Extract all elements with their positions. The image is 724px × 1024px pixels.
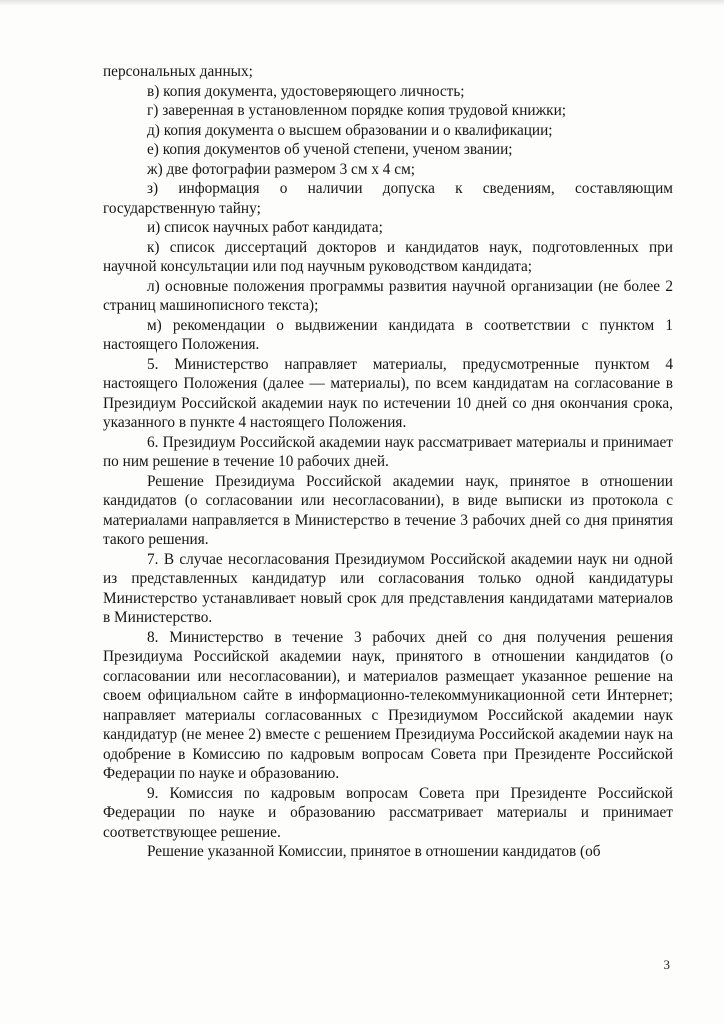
- clause-9-decision: Решение указанной Комиссии, принятое в отношении кандидатов (об: [147, 843, 601, 860]
- list-item-i: и) список научных работ кандидата;: [147, 219, 383, 236]
- list-item-d: д) копия документа о высшем образовании и о квалификации;: [147, 121, 553, 139]
- list-item-l: л) основные положения программы развития научной организации (не более 2 страниц машинописного текста);: [103, 277, 673, 314]
- page-number: 3: [663, 957, 670, 972]
- clause-6-decision: Решение Президиума Российской академии наук, принятое в отношении кандидатов (о согласовании или несогласовании), в виде выписки из протокола с материалами направляется в Министерство в течение 3 рабочих дней со дня принятия такого решения.: [103, 472, 673, 548]
- list-item-zh: ж) две фотографии размером 3 см х 4 см;: [147, 160, 416, 178]
- paragraph-personal-data: персональных данных;: [103, 63, 253, 80]
- list-item-v: в) копия документа, удостоверяющего личность;: [147, 82, 465, 100]
- clause-9: 9. Комиссия по кадровым вопросам Совета при Президенте Российской Федерации по науке и образованию рассматривает материалы и принимает соответствующее решение.: [103, 784, 673, 841]
- document-body: [103, 62, 673, 862]
- list-item-e: е) копия документов об ученой степени, ученом звании;: [147, 141, 513, 158]
- clause-6: 6. Президиум Российской академии наук рассматривает материалы и принимает по ним решение в течение 10 рабочих дней.: [103, 433, 673, 470]
- list-item-k: к) список диссертаций докторов и кандидатов наук, подготовленных при научной консультации или под научным руководством кандидата;: [103, 238, 673, 275]
- clause-7: 7. В случае несогласования Президиумом Российской академии наук ни одной из представленных кандидатур или согласования только одной кандидатуры Министерство устанавливает новый срок для представления кандидатами материалов в Министерство.: [103, 550, 673, 626]
- list-item-g: г) заверенная в установленном порядке копия трудовой книжки;: [147, 102, 567, 119]
- list-item-m: м) рекомендации о выдвижении кандидата в соответствии с пунктом 1 настоящего Положения.: [103, 316, 673, 353]
- scan-top-edge: [0, 0, 724, 6]
- clause-5: 5. Министерство направляет материалы, предусмотренные пунктом 4 настоящего Положения (далее — материалы), по всем кандидатам на согласование в Президиум Российской академии наук по истечении 10 дней со дня окончания срока, указанного в пункте 4 настоящего Положения.: [103, 355, 673, 431]
- list-item-z: з) информация о наличии допуска к сведениям, составляющим государственную тайну;: [103, 180, 673, 217]
- clause-8: 8. Министерство в течение 3 рабочих дней со дня получения решения Президиума Российской академии наук, принятого в отношении кандидатов (о согласовании или несогласовании), и материалов размещает указанное решение на своем официальном сайте в информационно-телекоммуникационной сети Интернет; направляет материалы согласованных с Президиумом Российской академии наук кандидатур (не менее 2) вместе с решением Президиума Российской академии наук на одобрение в Комиссию по кадровым вопросам Совета при Президенте Российской Федерации по науке и образованию.: [103, 628, 673, 782]
